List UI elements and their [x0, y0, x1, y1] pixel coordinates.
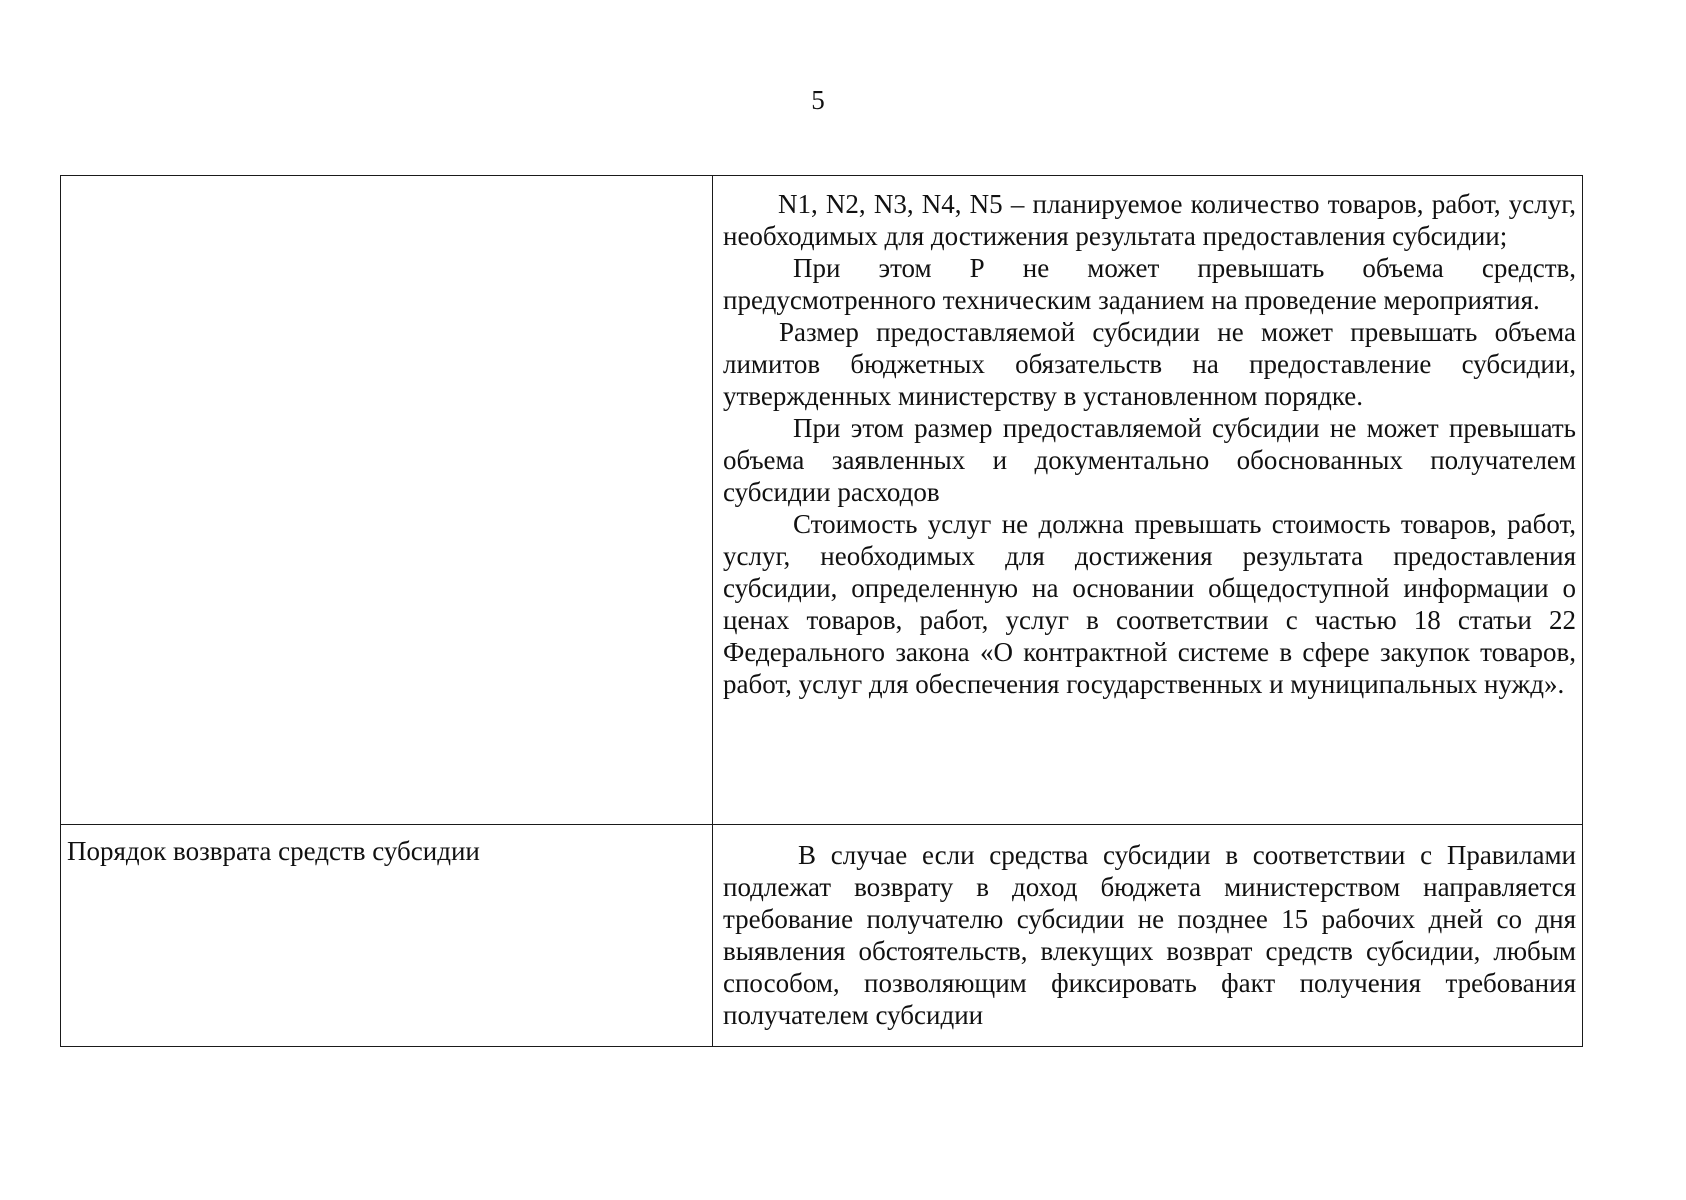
paragraph: Стоимость услуг не должна превышать стоимость товаров, работ, услуг, необходимых для достижения результата предоставления субсидии, определенную на основании общедоступной информации о ценах товаров, работ, услуг в соответствии с частью 18 статьи 22 Федерального закона «О контрактной системе в сфере закупок товаров, работ, услуг для обеспечения государственных и муниципальных нужд».	[723, 509, 1576, 699]
row-label: Порядок возврата средств субсидии	[67, 836, 480, 866]
subsidy-terms-table	[60, 175, 1583, 1047]
row-content-cell	[713, 825, 1583, 1047]
row-content-cell	[713, 176, 1583, 825]
page-number: 5	[811, 85, 825, 115]
paragraph: В случае если средства субсидии в соответствии с Правилами подлежат возврату в доход бюджета министерством направляется требование получателю субсидии не позднее 15 рабочих дней со дня выявления обстоятельств, влекущих возврат средств субсидии, любым способом, позволяющим фиксировать факт получения требования получателем субсидии	[723, 840, 1576, 1030]
table-row	[61, 825, 1583, 1047]
paragraph: При этом размер предоставляемой субсидии не может превышать объема заявленных и документально обоснованных получателем субсидии расходов	[723, 413, 1576, 507]
row-content	[713, 825, 1582, 1035]
paragraph: Размер предоставляемой субсидии не может превышать объема лимитов бюджетных обязательств на предоставление субсидии, утвержденных министерству в установленном порядке.	[723, 317, 1576, 411]
row-label-cell	[61, 825, 713, 1047]
table-row	[61, 176, 1583, 825]
paragraph: N1, N2, N3, N4, N5 – планируемое количество товаров, работ, услуг, необходимых для достижения результата предоставления субсидии;	[723, 189, 1576, 251]
paragraph: При этом Р не может превышать объема средств, предусмотренного техническим заданием на проведение мероприятия.	[723, 253, 1576, 315]
row-content	[713, 176, 1582, 704]
row-label-cell	[61, 176, 713, 825]
row-label	[61, 176, 712, 186]
